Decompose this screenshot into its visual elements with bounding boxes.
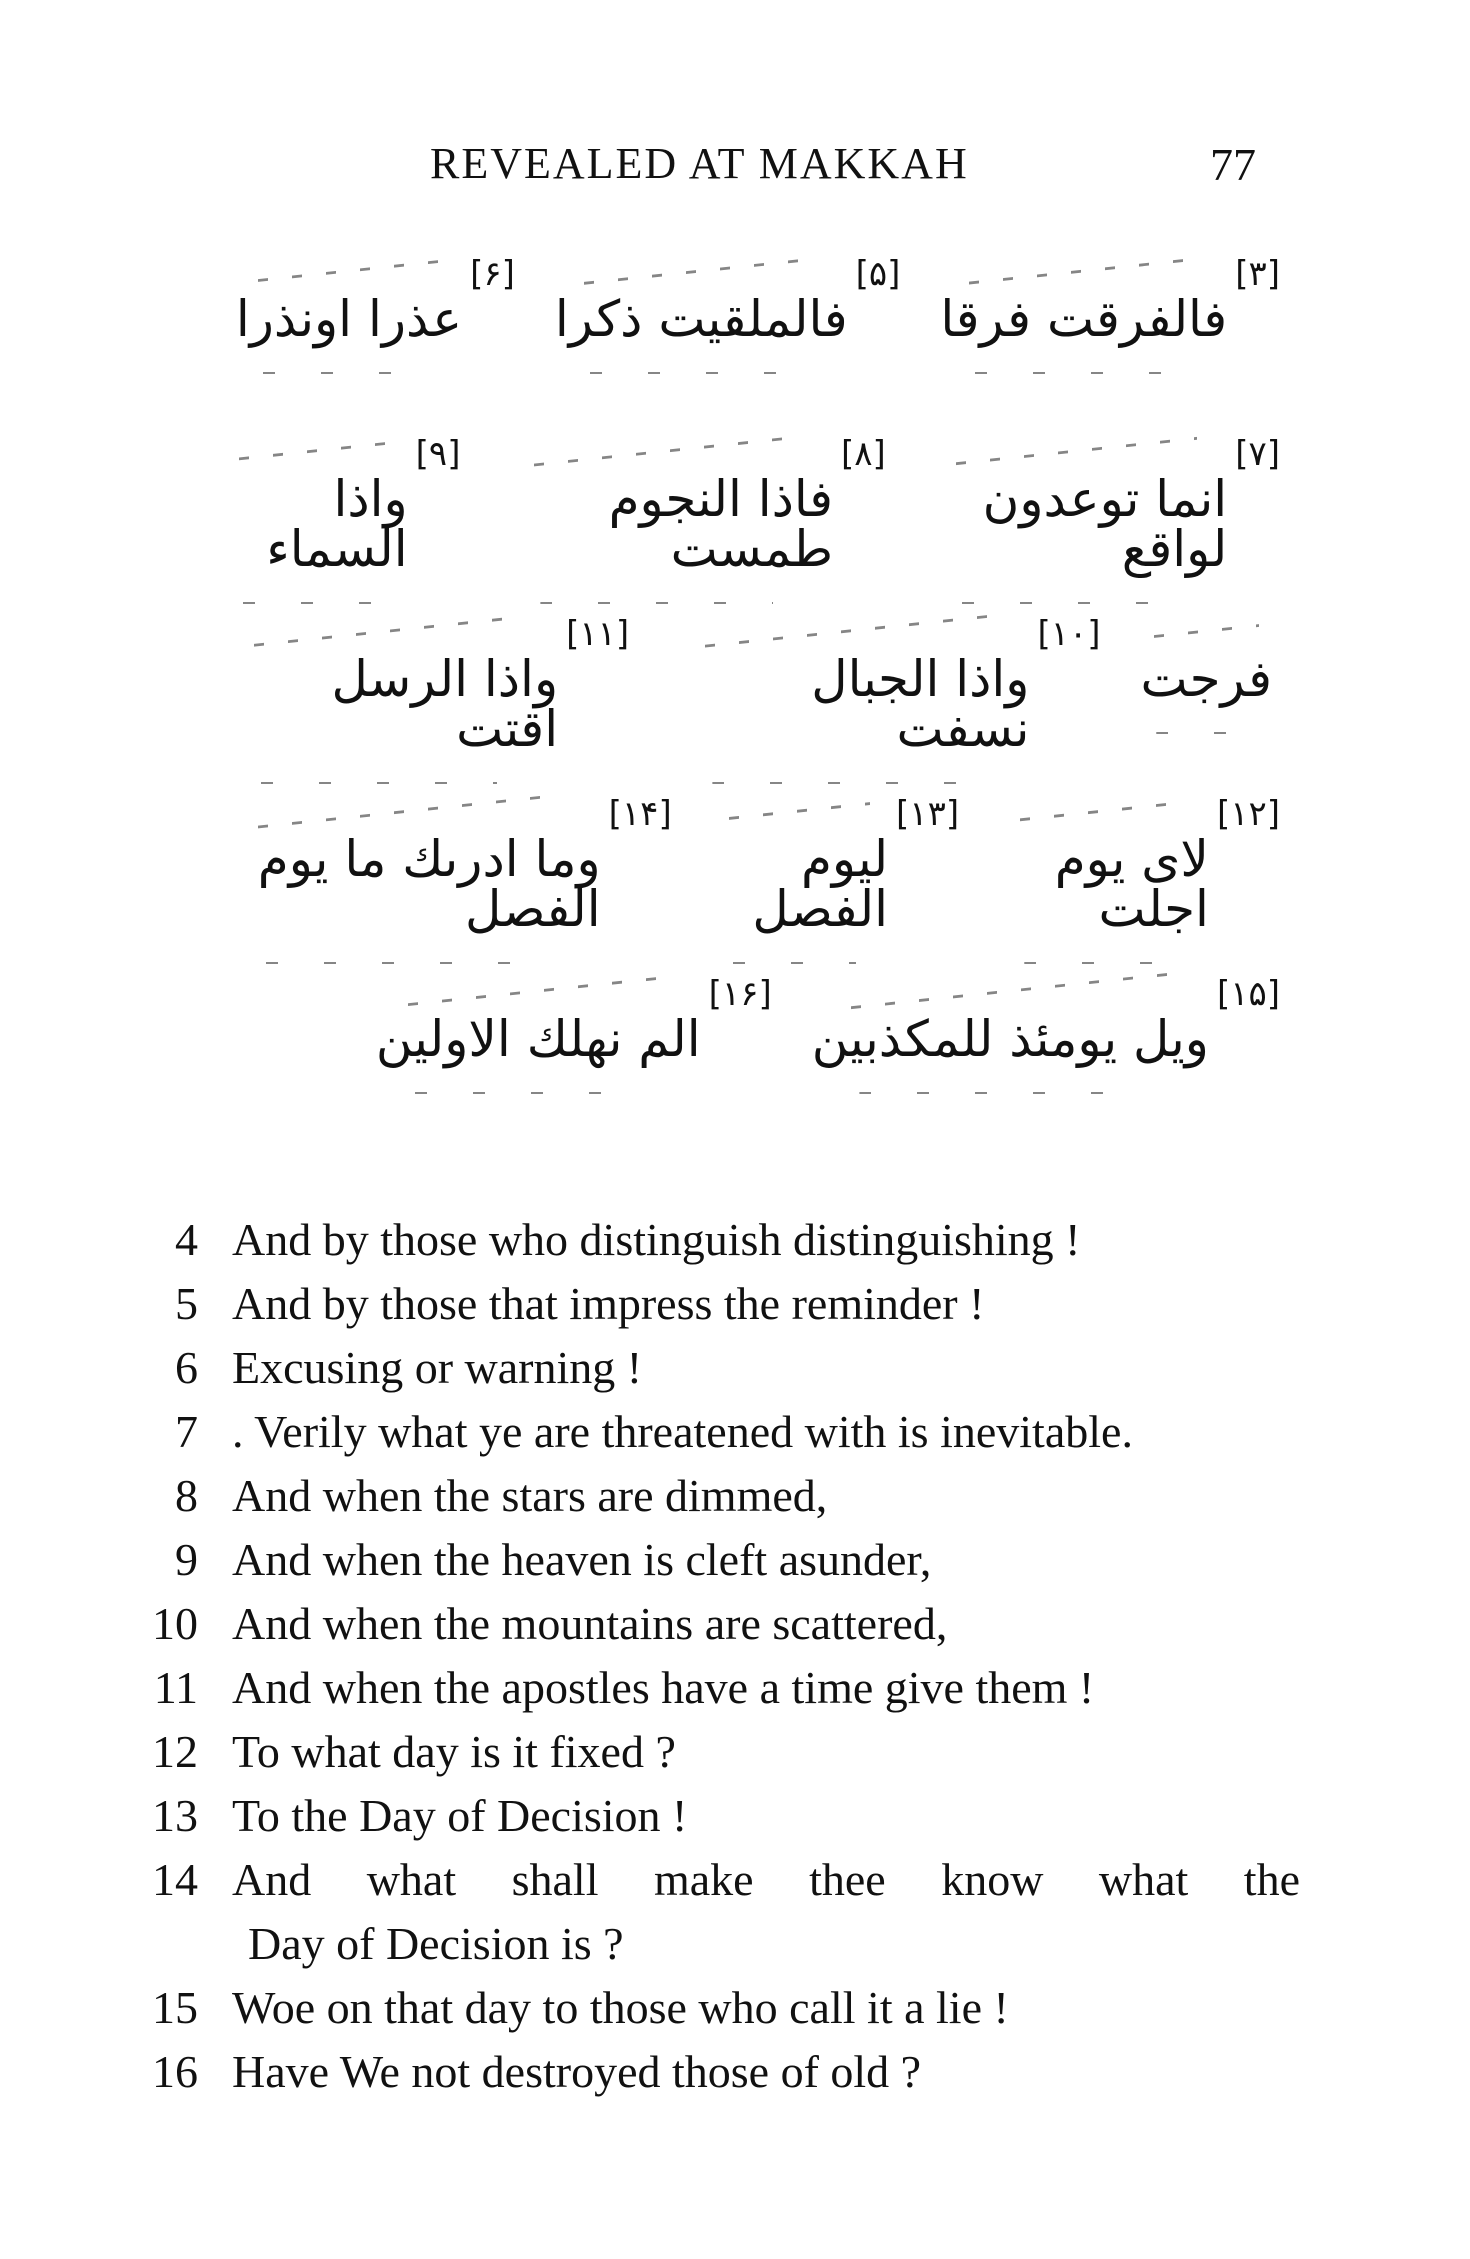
- verse-number: 11: [153, 1662, 198, 1713]
- arabic-verse: [999, 790, 1280, 938]
- arabic-verse: [235, 250, 515, 348]
- verse-marker: [۱۰]: [1037, 614, 1101, 654]
- arabic-verse: [500, 430, 886, 578]
- verse-marker: [۳]: [1235, 254, 1280, 294]
- arabic-verse-text: فاذا النجوم طمست: [500, 474, 833, 574]
- arabic-text-block: [180, 250, 1280, 1150]
- arabic-verse-text: واذا السماء: [220, 474, 408, 574]
- verse-marker: [۵]: [855, 254, 901, 294]
- verse-line: [120, 1400, 1300, 1464]
- arabic-verse-text: ويل يومئذ للمكذبين: [811, 1010, 1209, 1068]
- arabic-line-5: [180, 970, 1280, 1150]
- verse-number: 13: [152, 1790, 198, 1841]
- verse-text: Have We not destroyed those of old ?: [232, 2046, 922, 2097]
- verse-line: [120, 1528, 1300, 1592]
- verse-marker: [۱۲]: [1216, 794, 1280, 834]
- arabic-verse-text: انما توعدون لواقع: [926, 474, 1227, 574]
- arabic-verse: [811, 970, 1280, 1068]
- arabic-verse-text: عذرا اونذرا: [235, 290, 463, 348]
- verse-number: 10: [152, 1598, 198, 1649]
- arabic-verse-text: فالفرقت فرقا: [940, 290, 1228, 348]
- verse-number: 7: [175, 1406, 198, 1457]
- verse-number: 5: [175, 1278, 198, 1329]
- verse-line: [120, 1720, 1300, 1784]
- arabic-verse-text: الم نهلك الاولين: [375, 1010, 701, 1068]
- arabic-line-1: [180, 250, 1280, 430]
- arabic-verse: [220, 790, 672, 938]
- verse-marker: [۱۶]: [708, 974, 772, 1014]
- verse-number: 9: [175, 1534, 198, 1585]
- verse-text: . Verily what ye are threatened with is inevitable.: [232, 1406, 1133, 1457]
- verse-number: 15: [152, 1982, 198, 2033]
- verse-number: 8: [175, 1470, 198, 1521]
- arabic-verse-text: فرجت: [1140, 650, 1272, 708]
- verse-text: And when the heaven is cleft asunder,: [232, 1534, 932, 1585]
- verse-line: [120, 1656, 1300, 1720]
- verse-marker: [۹]: [415, 434, 461, 474]
- arabic-line-4: [180, 790, 1280, 970]
- arabic-verse: [712, 790, 960, 938]
- verse-text: Woe on that day to those who call it a lie !: [232, 1982, 1009, 2033]
- arabic-line-3: [180, 610, 1280, 790]
- verse-line: [120, 1848, 1300, 1912]
- arabic-line-2: [180, 430, 1280, 610]
- verse-number: 6: [175, 1342, 198, 1393]
- verse-text: And when the stars are dimmed,: [232, 1470, 828, 1521]
- verse-text: And what shall make thee know what the: [232, 1854, 1300, 1905]
- verse-marker: [۱۴]: [608, 794, 672, 834]
- verse-line: [120, 1784, 1300, 1848]
- verse-marker: [۸]: [841, 434, 886, 474]
- page-number: 77: [1210, 139, 1256, 190]
- arabic-verse: [926, 430, 1280, 578]
- verse-line: [120, 1208, 1300, 1272]
- arabic-verse-text: واذا الجبال نسفت: [669, 654, 1029, 754]
- verse-number: 4: [175, 1214, 198, 1265]
- verse-number: 14: [152, 1854, 198, 1905]
- arabic-verse-text: واذا الرسل اقتت: [220, 654, 558, 754]
- arabic-verse: [220, 610, 630, 758]
- arabic-verse: [220, 430, 461, 578]
- verse-marker: [۱۱]: [566, 614, 630, 654]
- verse-line: [120, 1976, 1300, 2040]
- running-title: REVEALED AT MAKKAH: [430, 139, 969, 188]
- verse-line: [120, 1464, 1300, 1528]
- arabic-verse: [375, 970, 772, 1068]
- verse-line: [120, 2040, 1300, 2104]
- verse-marker: [۶]: [470, 254, 515, 294]
- verse-continuation: Day of Decision is ?: [248, 1918, 624, 1969]
- verse-text: And when the apostles have a time give them !: [232, 1662, 1095, 1713]
- english-translation: [120, 1208, 1300, 2104]
- verse-text: To what day is it fixed ?: [232, 1726, 676, 1777]
- verse-marker: [۷]: [1235, 434, 1280, 474]
- arabic-verse-text: وما ادرىك ما يوم الفصل: [220, 834, 601, 934]
- verse-marker: [۱۵]: [1216, 974, 1280, 1014]
- arabic-verse: [554, 250, 901, 348]
- verse-marker: [۱۳]: [896, 794, 960, 834]
- verse-text: And by those that impress the reminder !: [232, 1278, 985, 1329]
- arabic-verse-text: فالملقيت ذكرا: [554, 290, 848, 348]
- arabic-verse-text: ليوم الفصل: [712, 834, 888, 934]
- verse-number: 12: [152, 1726, 198, 1777]
- arabic-verse: [940, 250, 1280, 348]
- arabic-verse-text: لاى يوم اجلت: [999, 834, 1209, 934]
- verse-line: [120, 1592, 1300, 1656]
- verse-text: Excusing or warning !: [232, 1342, 643, 1393]
- arabic-verse: [669, 610, 1101, 758]
- verse-text: And when the mountains are scattered,: [232, 1598, 948, 1649]
- verse-text: And by those who distinguish distinguishing !: [232, 1214, 1081, 1265]
- verse-text: To the Day of Decision !: [232, 1790, 688, 1841]
- verse-line: [120, 1272, 1300, 1336]
- verse-line: [120, 1336, 1300, 1400]
- verse-number: 16: [152, 2046, 198, 2097]
- arabic-verse: [1140, 610, 1281, 708]
